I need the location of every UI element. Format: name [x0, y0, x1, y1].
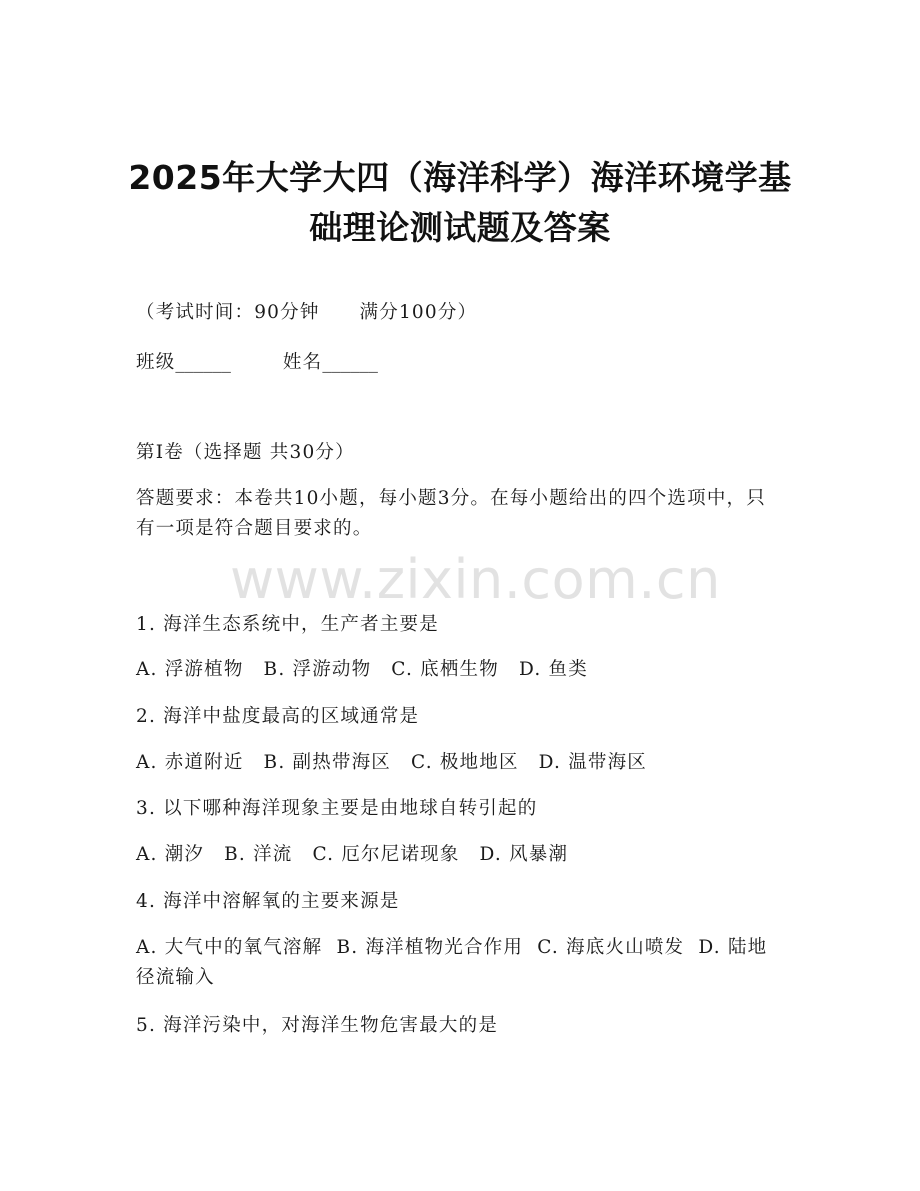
section-heading: 第Ⅰ卷（选择题 共30分）	[136, 442, 355, 463]
question-options	[136, 842, 568, 868]
option: D. 鱼类	[518, 659, 588, 680]
question-stem: 5. 海洋污染中，对海洋生物危害最大的是	[136, 1015, 499, 1036]
watermark: www.zixin.com.cn	[230, 548, 721, 611]
question-options: A. 大气中的氧气溶解 B. 海洋植物光合作用 C. 海底火山喷发 D. 陆地径流输入	[136, 937, 768, 988]
option: A. 潮汐	[136, 844, 205, 865]
question-options	[136, 657, 588, 683]
question-stem: 1. 海洋生态系统中，生产者主要是	[136, 614, 439, 635]
option: D. 温带海区	[538, 752, 648, 773]
option: B. 浮游动物	[263, 659, 372, 680]
option: C. 底栖生物	[391, 659, 499, 680]
student-fields	[136, 350, 378, 376]
class-label: 班级	[136, 352, 176, 373]
option: C. 极地地区	[411, 752, 519, 773]
option: A. 浮游植物	[136, 659, 244, 680]
exam-full-score: 满分100分）	[359, 302, 478, 323]
question-stem: 3. 以下哪种海洋现象主要是由地球自转引起的	[136, 798, 538, 819]
option: D. 风暴潮	[479, 844, 569, 865]
option: B. 洋流	[224, 844, 293, 865]
question-options	[136, 750, 647, 776]
document-title-line-1: 2025年大学大四（海洋科学）海洋环境学基	[128, 158, 792, 197]
name-blank: ______	[322, 352, 378, 373]
name-label: 姓名	[282, 352, 323, 373]
option: C. 厄尔尼诺现象	[312, 844, 460, 865]
option: A. 赤道附近	[136, 752, 244, 773]
exam-time: （考试时间：90分钟	[136, 302, 320, 323]
question-stem: 2. 海洋中盐度最高的区域通常是	[136, 706, 420, 727]
question-stem: 4. 海洋中溶解氧的主要来源是	[136, 891, 400, 912]
option: B. 副热带海区	[263, 752, 391, 773]
section-instructions: 答题要求：本卷共10小题，每小题3分。在每小题给出的四个选项中，只有一项是符合题目要求的。	[136, 488, 766, 539]
exam-info	[136, 300, 477, 326]
class-blank: ______	[175, 352, 231, 373]
document-title-line-2: 础理论测试题及答案	[309, 208, 611, 247]
